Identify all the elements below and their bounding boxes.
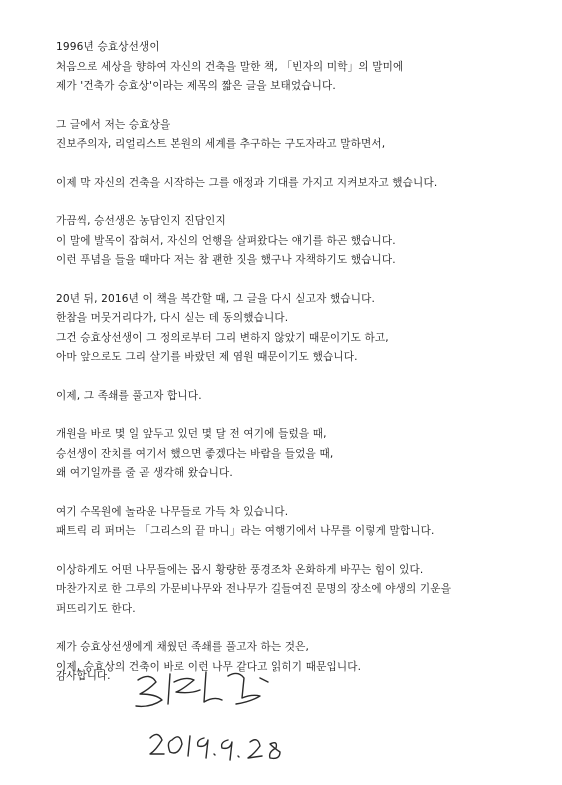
paragraph-1	[56, 38, 546, 97]
text-line: 마찬가지로 한 그루의 가문비나무와 전나무가 길들여진 문명의 장소에 야생의 기운을	[56, 583, 452, 595]
text-line: 왜 여기일까를 줄 곧 생각해 왔습니다.	[56, 467, 233, 479]
text-line: 그 글에서 저는 승효상을	[56, 118, 171, 131]
text-line: 20년 뒤, 2016년 이 책을 복간할 때, 그 글을 다시 싣고자 했습니다.	[56, 292, 376, 305]
text-line: 진보주의자, 리얼리스트 본원의 세계를 추구하는 구도자라고 말하면서,	[56, 138, 386, 150]
text-line: 한참을 머뭇거리다가, 다시 싣는 데 동의했습니다.	[56, 312, 289, 324]
text-line: 이런 푸념을 들을 때마다 저는 참 괜한 짓을 했구나 자책하기도 했습니다.	[56, 254, 396, 266]
paragraph-3	[56, 174, 546, 194]
text-line: 처음으로 세상을 향하여 자신의 건축을 말한 책, 「빈자의 미학」의 말미에	[56, 60, 404, 73]
letter-body	[56, 38, 546, 696]
text-line: 1996년 승효상선생이	[56, 41, 160, 53]
text-line: 개원을 바로 몇 일 앞두고 있던 몇 달 전 여기에 들렀을 때,	[56, 428, 327, 440]
paragraph-4	[56, 212, 546, 271]
text-line: 승선생이 잔치를 여기서 했으면 좋겠다는 바람을 들었을 때,	[56, 447, 334, 460]
text-line: 그건 승효상선생이 그 정의로부터 그리 변하지 않았기 때문이기도 하고,	[56, 331, 389, 344]
paragraph-9	[56, 561, 546, 620]
text-line: 아마 앞으로도 그리 살기를 바랐던 제 염원 때문이기도 했습니다.	[56, 351, 358, 363]
text-line: 제가 '건축가 승효상'이라는 제목의 짧은 글을 보태었습니다.	[56, 80, 336, 92]
text-line: 제가 승효상선생에게 채웠던 족쇄를 풀고자 하는 것은,	[56, 641, 310, 653]
paragraph-5	[56, 290, 546, 368]
text-line: 이제, 승효상의 건축이 바로 이런 나무 같다고 읽히기 때문입니다.	[56, 660, 362, 673]
paragraph-2	[56, 116, 546, 155]
paragraph-7	[56, 425, 546, 484]
text-line: 이상하게도 어떤 나무들에는 몹시 황량한 풍경조차 온화하게 바꾸는 힘이 있다.	[56, 563, 424, 576]
text-line: 이 말에 발목이 잡혀서, 자신의 언행을 살펴왔다는 얘기를 하곤 했습니다.	[56, 234, 396, 247]
text-line: 이제 막 자신의 건축을 시작하는 그를 애정과 기대를 가지고 지켜보자고 했습니다.	[56, 176, 438, 189]
text-line: 가끔씩, 승선생은 농담인지 진담인지	[56, 215, 226, 227]
paragraph-6	[56, 387, 546, 407]
text-line: 이제, 그 족쇄를 풀고자 합니다.	[56, 389, 202, 402]
text-line: 퍼뜨리기도 한다.	[56, 602, 136, 615]
closing-text: 감사합니다.	[56, 670, 111, 682]
text-line: 여기 수목원에 놀라운 나무들로 가득 차 있습니다.	[56, 505, 289, 518]
handwritten-signature	[110, 660, 300, 780]
text-line: 패트릭 리 퍼머는 「그리스의 끝 마니」라는 여행기에서 나무를 이렇게 말합니다.	[56, 525, 435, 537]
paragraph-8	[56, 503, 546, 542]
